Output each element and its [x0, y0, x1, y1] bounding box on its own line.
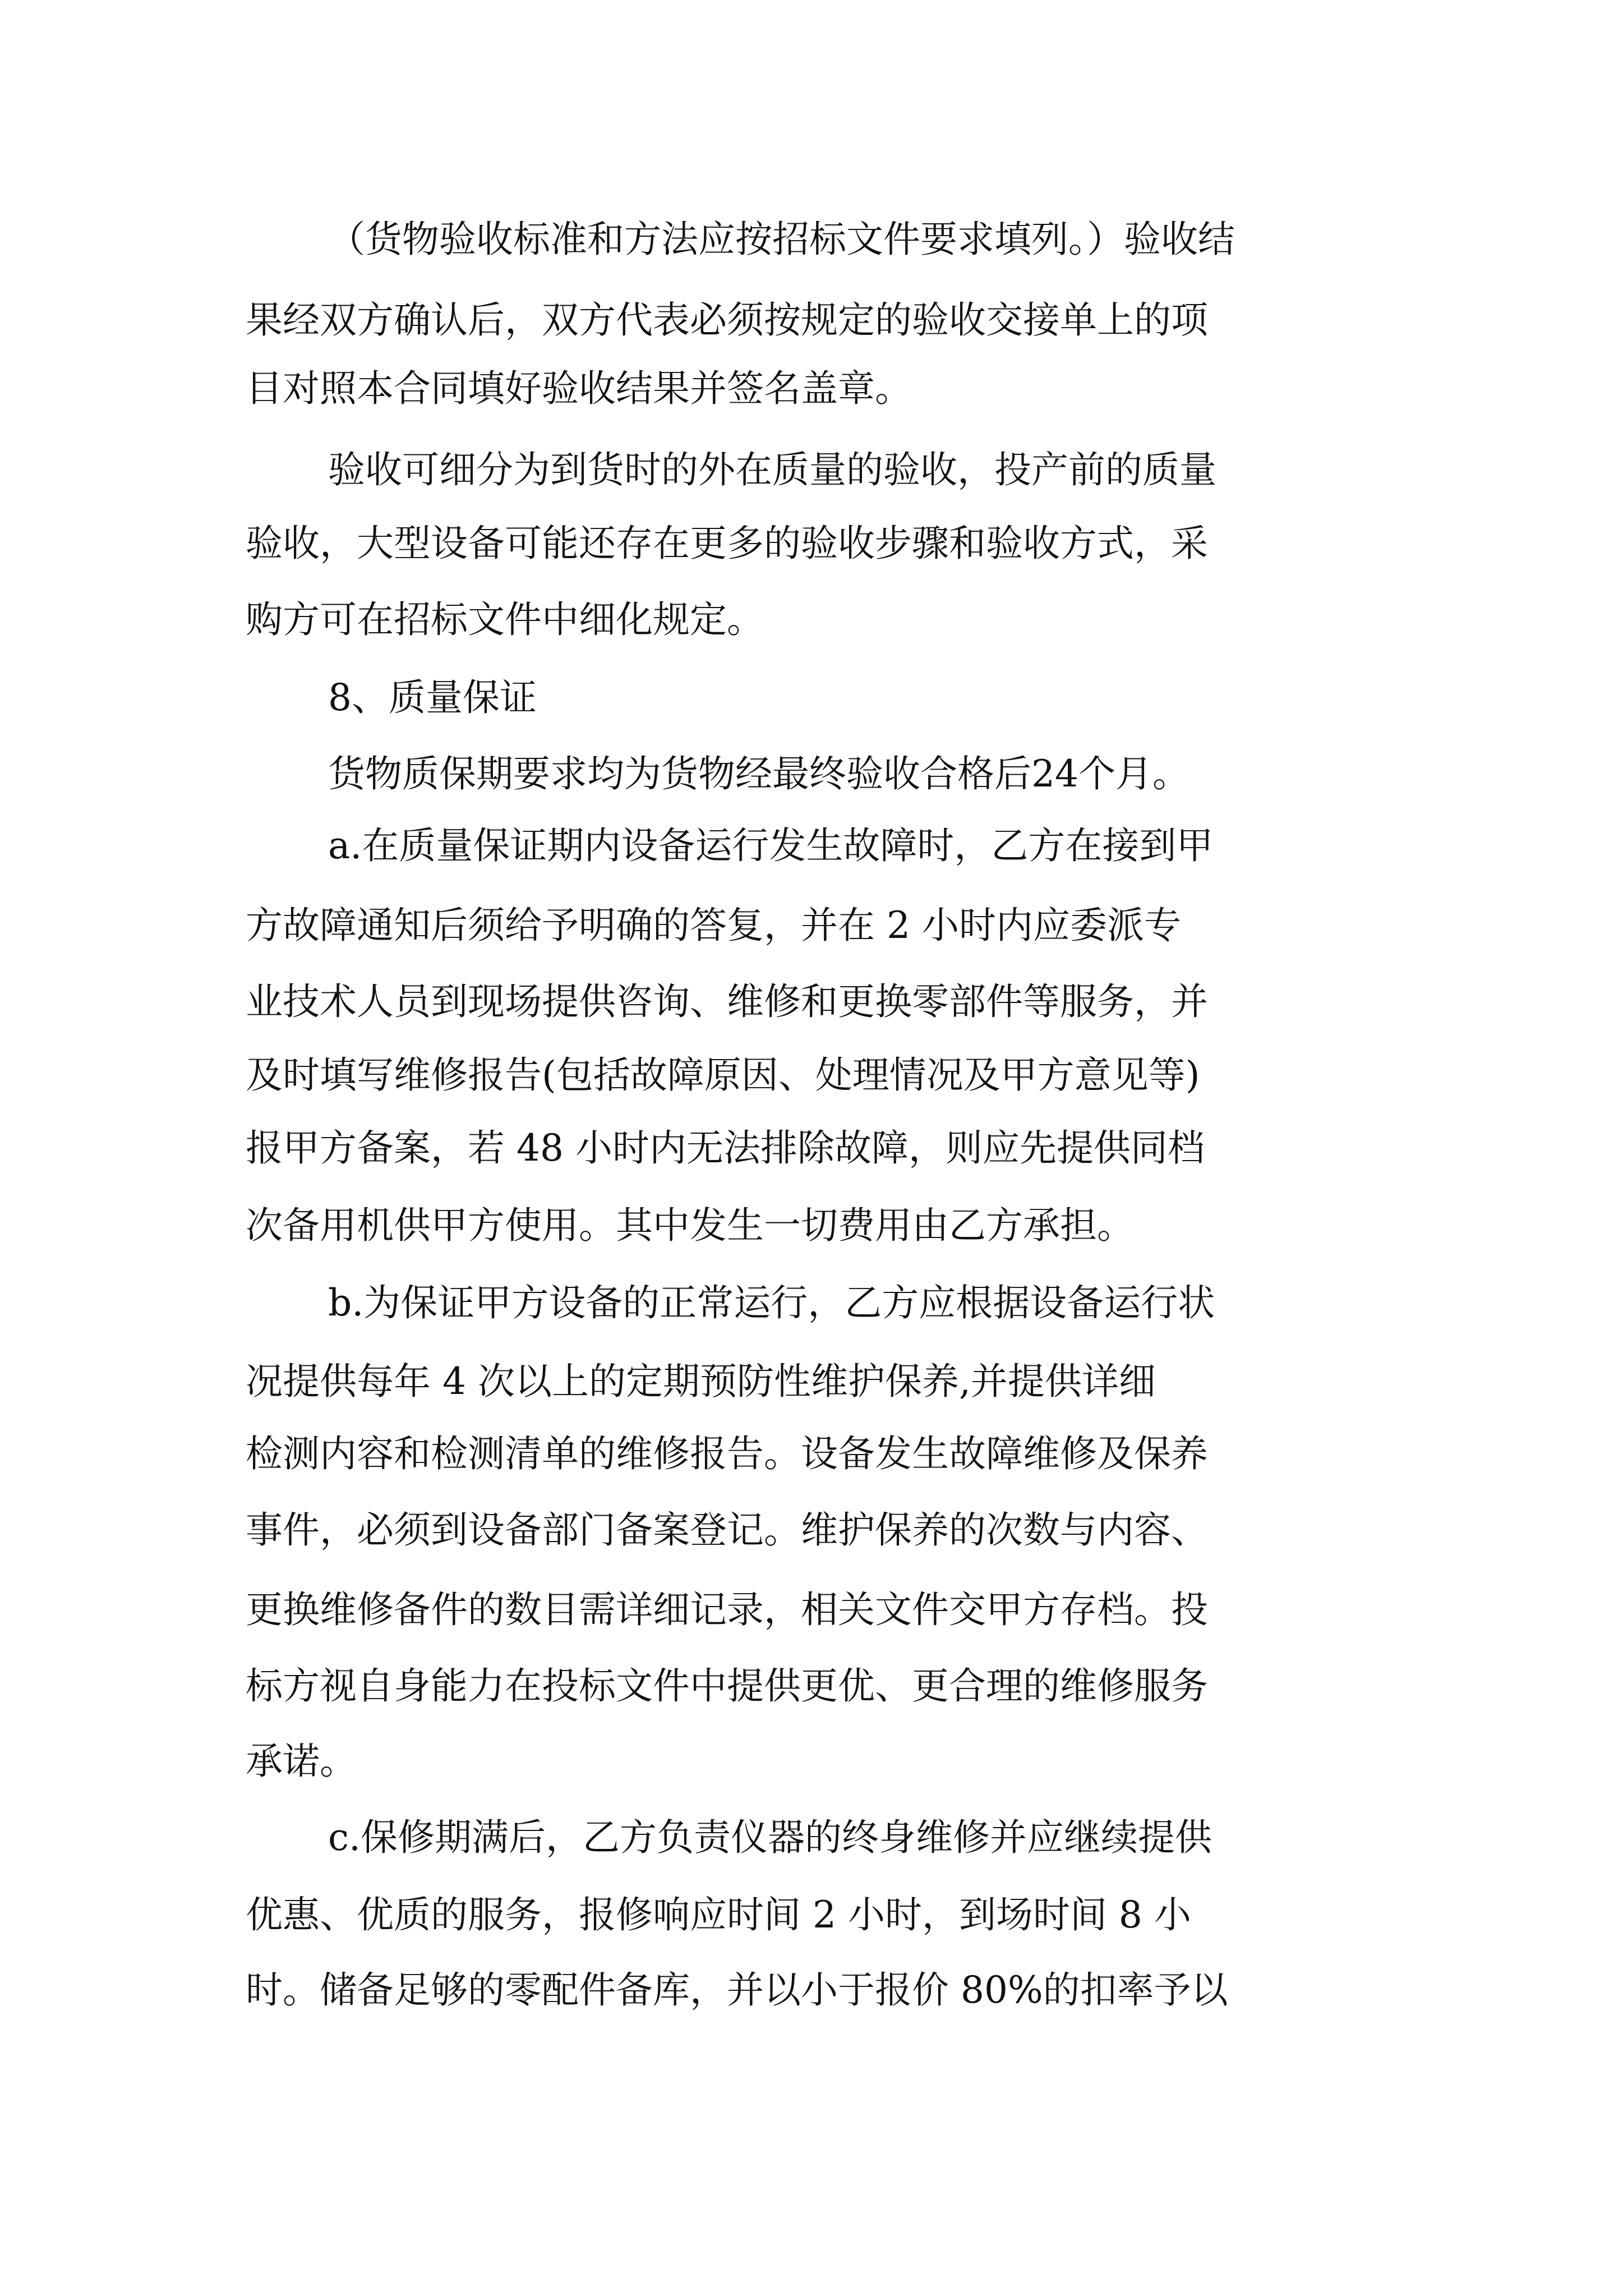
text-line: 验收，大型设备可能还存在更多的验收步骤和验收方式，采	[246, 522, 1208, 565]
text-line: 更换维修备件的数目需详细记录，相关文件交甲方存档。投	[246, 1588, 1208, 1631]
text-line: 事件，必须到设备部门备案登记。维护保养的次数与内容、	[246, 1508, 1208, 1552]
text-line: 及时填写维修报告(包括故障原因、处理情况及甲方意见等)	[246, 1053, 1200, 1097]
text-line: 验收可细分为到货时的外在质量的验收，投产前的质量	[328, 448, 1216, 491]
text-line: 承诺。	[246, 1740, 357, 1783]
text-line: 标方视自身能力在投标文件中提供更优、更合理的维修服务	[246, 1664, 1208, 1708]
text-line: 次备用机供甲方使用。其中发生一切费用由乙方承担。	[246, 1204, 1134, 1247]
text-line: 购方可在招标文件中细化规定。	[246, 598, 764, 641]
text-line: 目对照本合同填好验收结果并签名盖章。	[246, 367, 912, 410]
text-line: 业技术人员到现场提供咨询、维修和更换零部件等服务，并	[246, 980, 1208, 1023]
text-line: （货物验收标准和方法应按招标文件要求填列。）验收结	[328, 218, 1235, 261]
text-line: 优惠、优质的服务，报修响应时间 2 小时，到场时间 8 小	[246, 1893, 1191, 1936]
text-line: b.为保证甲方设备的正常运行，乙方应根据设备运行状	[328, 1281, 1215, 1324]
text-line: 报甲方备案，若 48 小时内无法排除故障，则应先提供同档	[246, 1126, 1205, 1170]
text-line: 方故障通知后须给予明确的答复，并在 2 小时内应委派专	[246, 904, 1181, 947]
text-line: 果经双方确认后，双方代表必须按规定的验收交接单上的项	[246, 298, 1208, 342]
section-heading: 8、质量保证	[328, 676, 537, 719]
text-line: 时。储备足够的零配件备库，并以小于报价 80%的扣率予以	[246, 1968, 1228, 2012]
text-line: a.在质量保证期内设备运行发生故障时，乙方在接到甲	[328, 824, 1214, 867]
text-line: c.保修期满后，乙方负责仪器的终身维修并应继续提供	[328, 1816, 1212, 1859]
text-line: 况提供每年 4 次以上的定期预防性维护保养,并提供详细	[246, 1360, 1156, 1403]
text-line: 检测内容和检测清单的维修报告。设备发生故障维修及保养	[246, 1432, 1208, 1475]
text-line: 货物质保期要求均为货物经最终验收合格后24个月。	[328, 752, 1189, 795]
